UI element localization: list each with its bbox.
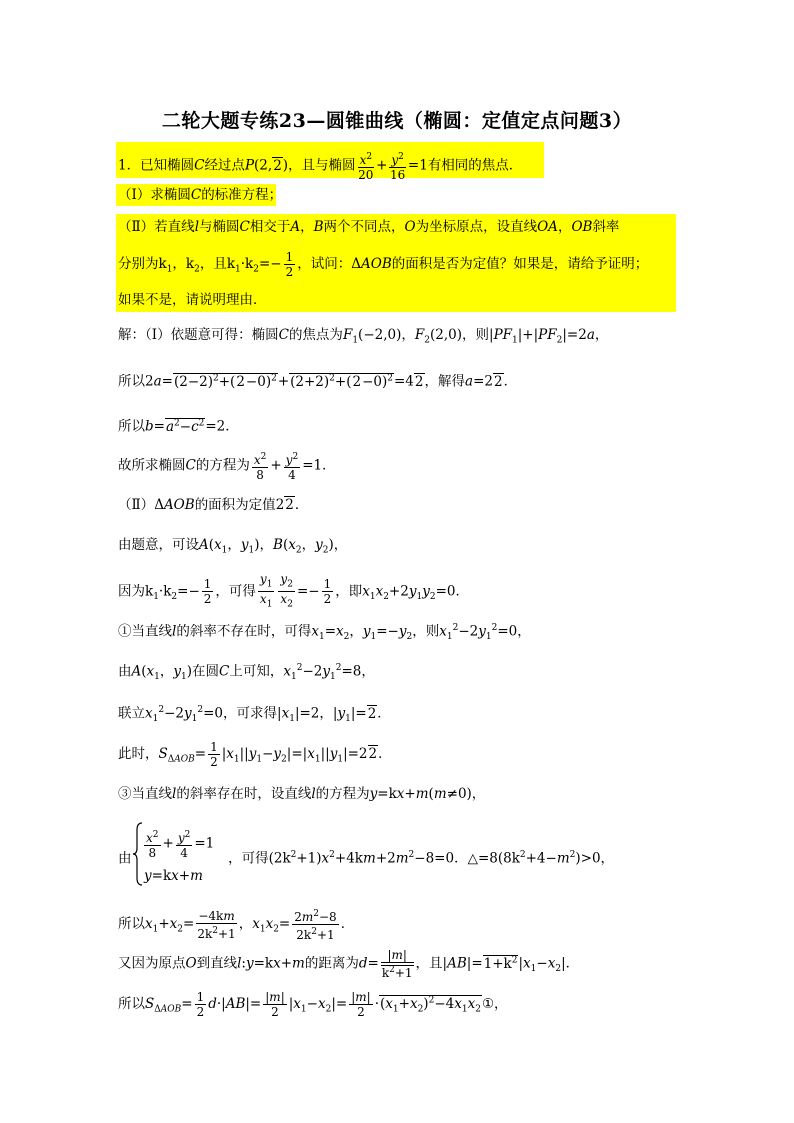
- solution-line8: ①当直线l的斜率不存在时，可得$x_1=x_2$，$y_1=-y_2$，则$x_1^2-2y_1^2=0$，: [118, 623, 531, 643]
- solution-line9: 由$A(x_1$，$y_1$)在圆C上可知，$x_1^2-2y_1^2=8$，: [118, 663, 375, 683]
- solution-line14: 所以$x_1+x_2=$ $\frac{-4km}{2k^2+1}$ ，$x_1x_2=$ $\frac{2m^2-8}{2k^2+1}$ ．: [118, 908, 355, 942]
- solution-line4: 故所求椭圆C的方程为 $\frac{x^2}{8}$ + $\frac{y^2}{4}$ =1．: [118, 452, 336, 482]
- solution-line15: 又因为原点O到直线l:y=kx+m的距离为d= $\frac{|m|}{k^2+1}$ ，且$|AB|=1+k^2|x_1-x_2|$．: [118, 948, 580, 980]
- problem-stem: 1．已知椭圆C经过点P(2,2)，且与椭圆 $\frac{x^2}{20}$ + $\frac{y^2}{16}$ =1有相同的焦点．: [118, 152, 523, 182]
- solution-line1: 解：（Ⅰ）依题意可得：椭圆C的焦点为$F_1(-2,0)$，$F_2(2,0)$，则$|PF_1|+|PF_2|=2a$，: [118, 327, 609, 346]
- problem-part2-line1: （Ⅱ）若直线l与椭圆C相交于A，B两个不同点，O为坐标原点，设直线OA，OB斜率: [118, 219, 620, 235]
- solution-line6: 由题意，可设$A(x_1$，$y_1$)，$B(x_2$，$y_2$)，: [118, 537, 348, 556]
- solution-line2: 所以$2a=(2-2)^2+(2-0)^2+(2+2)^2+(2-0)^2=42$，解得a=22．: [118, 373, 518, 390]
- solution-line5: （Ⅱ）ΔAOB的面积为定值22．: [118, 497, 309, 513]
- solution-line13: 由 ，可得$(2k^2+1)x^2+4km+2m^2-8=0$．$\triangle=8(8k^2+4-m^2)>0$，: [118, 850, 615, 867]
- solution-line10: 联立$x_1^2-2y_1^2=0$，可求得$|x_1|=2$，$|y_1|=2$．: [118, 705, 391, 725]
- solution-line12: ③当直线l的斜率存在时，设直线l的方程为y=kx+m(m≠0)，: [118, 786, 486, 802]
- problem-part2-line2: 分别为$k_1$，$k_2$，且$k_1\cdot k_2=-$ $\frac{1}{2}$ ，试问：ΔAOB的面积是否为定值？如果是，请给予证明；: [118, 250, 649, 279]
- solution-line16: 所以$S_{\Delta AOB}=$ $\frac{1}{2}$ d·|AB|= $\frac{|m|}{2}$ $|x_1-x_2|=$ $\frac{|m|}{2}$ $\cdot(x_1+x_2)^2-4x_1x_2①$，: [118, 990, 508, 1019]
- system-eq1: $\frac{x^2}{8}$ + $\frac{y^2}{4}$ =1: [146, 830, 215, 860]
- problem-part2-line3: 如果不是，请说明理由．: [118, 292, 267, 308]
- problem-part1: （Ⅰ）求椭圆C的标准方程；: [118, 187, 283, 203]
- page-title: 二轮大题专练23—圆锥曲线（椭圆：定值定点问题3）: [161, 110, 633, 132]
- solution-line3: 所以$b=a^2-c^2=2$．: [118, 418, 239, 435]
- solution-line11: 此时，$S_{\Delta AOB}=$ $\frac{1}{2}$ $|x_1||y_1-y_2|=|x_1||y_1|=22$．: [118, 740, 392, 769]
- system-eq2: y=kx+m: [144, 868, 203, 884]
- solution-line7: 因为$k_1\cdot k_2=-$ $\frac{1}{2}$ ，可得 $\frac{y_1}{x_1}$ $\frac{y_2}{x_2}$ =− $\frac{1}{2}$ ，即$x_1x_2+2y_1y_2=0$．: [118, 572, 469, 610]
